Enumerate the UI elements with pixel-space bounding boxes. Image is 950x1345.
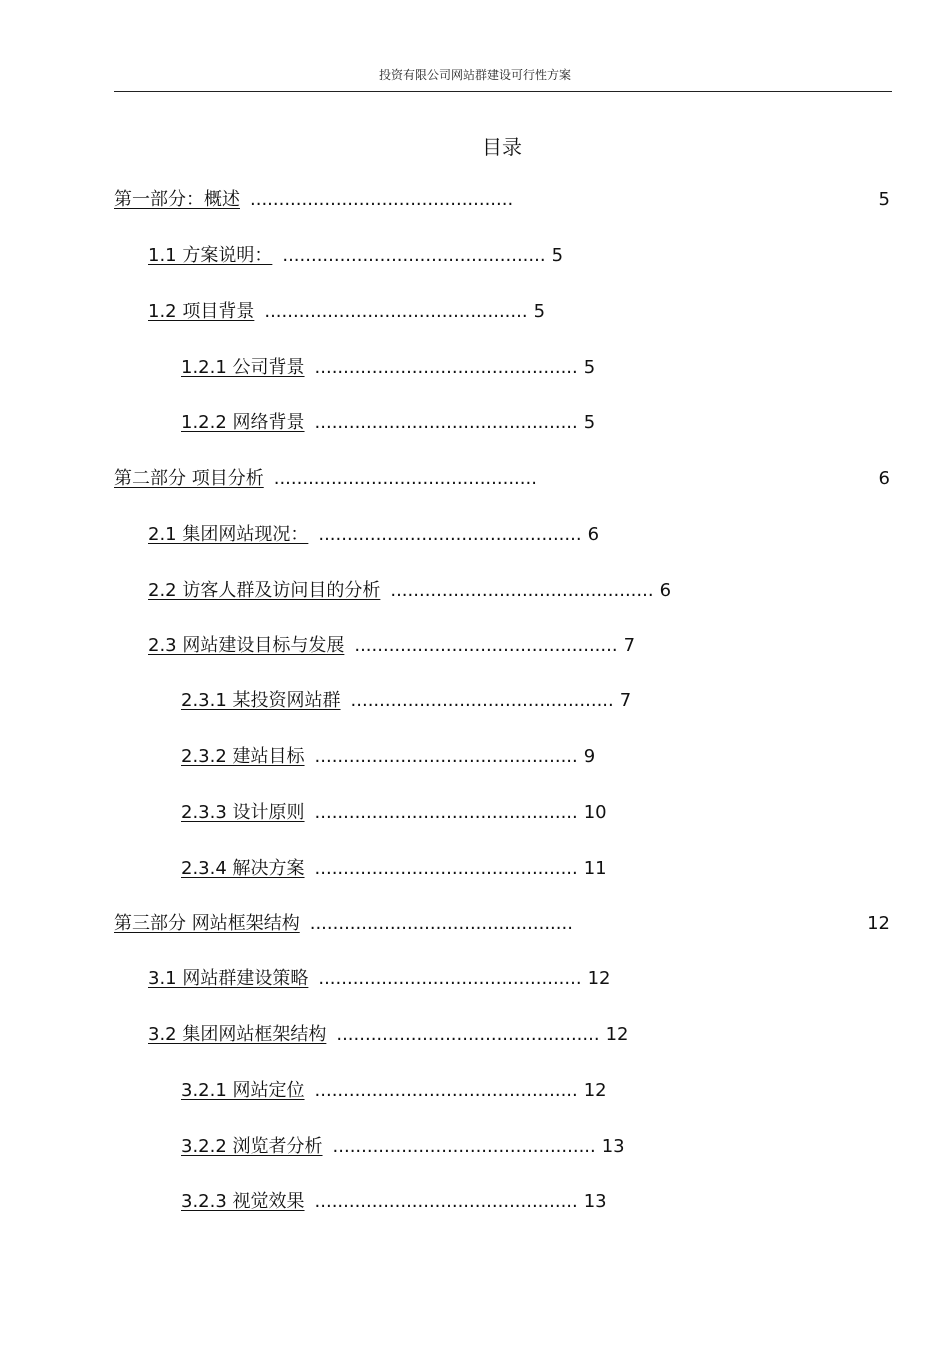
toc-leader-dots: .............................................. (332, 1136, 596, 1157)
toc-leader-dots: .............................................. (314, 746, 578, 767)
toc-entry-3-2-1[interactable] (181, 1079, 607, 1103)
toc-leader-dots: .............................................. (314, 357, 578, 378)
toc-leader-dots: .............................................. (250, 189, 514, 210)
toc-entry-label: 第二部分 项目分析 (114, 468, 264, 489)
toc-entry-3-2-3[interactable] (181, 1190, 607, 1214)
toc-entry-2-1[interactable] (148, 523, 599, 547)
toc-title: 目录 (482, 135, 522, 159)
toc-entry-part1[interactable] (114, 188, 513, 212)
toc-entry-label: 1.1 方案说明： (148, 245, 273, 266)
toc-entry-2-3-1[interactable] (181, 689, 631, 713)
toc-entry-1-2[interactable] (148, 300, 545, 324)
toc-entry-2-2[interactable] (148, 579, 671, 603)
toc-entry-page: 5 (533, 301, 546, 322)
toc-entry-page: 7 (623, 635, 636, 656)
toc-leader-dots: .............................................. (318, 524, 582, 545)
toc-leader-dots: .............................................. (314, 858, 578, 879)
toc-entry-2-3-2[interactable] (181, 745, 595, 769)
toc-entry-3-2-2[interactable] (181, 1135, 625, 1159)
toc-entry-1-2-2[interactable] (181, 411, 595, 435)
toc-entry-1-1[interactable] (148, 244, 563, 268)
toc-entry-label: 2.3.2 建站目标 (181, 746, 305, 767)
toc-entry-label: 2.3.1 某投资网站群 (181, 690, 341, 711)
toc-leader-dots: .............................................. (314, 802, 578, 823)
toc-entry-page: 5 (583, 357, 596, 378)
toc-entry-3-2[interactable] (148, 1023, 628, 1047)
toc-leader-dots: .............................................. (282, 245, 546, 266)
toc-entry-label: 3.2.2 浏览者分析 (181, 1136, 323, 1157)
toc-entry-page: 11 (583, 858, 607, 879)
page-header: 投资有限公司网站群建设可行性方案 (378, 68, 571, 82)
toc-entry-label: 1.2.2 网络背景 (181, 412, 305, 433)
toc-entry-page: 12 (605, 1024, 629, 1045)
toc-entry-3-1[interactable] (148, 967, 610, 991)
toc-entry-part3[interactable] (114, 912, 573, 936)
toc-entry-page: 6 (659, 580, 672, 601)
toc-entry-label: 第三部分 网站框架结构 (114, 913, 300, 934)
toc-entry-label: 2.3.3 设计原则 (181, 802, 305, 823)
toc-leader-dots: .............................................. (354, 635, 618, 656)
toc-entry-page: 12 (867, 913, 890, 934)
toc-entry-page: 12 (583, 1080, 607, 1101)
toc-entry-label: 1.2 项目背景 (148, 301, 255, 322)
toc-entry-page: 7 (619, 690, 632, 711)
toc-entry-page: 9 (583, 746, 596, 767)
toc-entry-label: 3.1 网站群建设策略 (148, 968, 309, 989)
toc-entry-label: 1.2.1 公司背景 (181, 357, 305, 378)
toc-entry-page: 10 (583, 802, 607, 823)
toc-entry-page: 6 (587, 524, 600, 545)
toc-entry-label: 2.2 访客人群及访问目的分析 (148, 580, 381, 601)
toc-entry-page: 13 (583, 1191, 607, 1212)
toc-entry-label: 3.2.3 视觉效果 (181, 1191, 305, 1212)
toc-entry-page: 5 (583, 412, 596, 433)
toc-entry-page: 6 (878, 468, 890, 489)
toc-entry-2-3-4[interactable] (181, 857, 607, 881)
toc-leader-dots: .............................................. (273, 468, 537, 489)
toc-leader-dots: .............................................. (350, 690, 614, 711)
toc-entry-label: 2.3 网站建设目标与发展 (148, 635, 345, 656)
toc-entry-1-2-1[interactable] (181, 356, 595, 380)
toc-entry-label: 3.2.1 网站定位 (181, 1080, 305, 1101)
toc-entry-part2[interactable] (114, 467, 537, 491)
toc-entry-label: 3.2 集团网站框架结构 (148, 1024, 327, 1045)
toc-entry-page: 5 (551, 245, 564, 266)
toc-entry-2-3[interactable] (148, 634, 635, 658)
toc-entry-page: 5 (878, 189, 890, 210)
toc-leader-dots: .............................................. (318, 968, 582, 989)
toc-entry-2-3-3[interactable] (181, 801, 607, 825)
toc-entry-label: 2.1 集团网站现况： (148, 524, 309, 545)
toc-leader-dots: .............................................. (336, 1024, 600, 1045)
toc-entry-page: 13 (601, 1136, 625, 1157)
toc-entry-label: 2.3.4 解决方案 (181, 858, 305, 879)
toc-leader-dots: .............................................. (314, 1191, 578, 1212)
toc-leader-dots: .............................................. (314, 1080, 578, 1101)
toc-entry-label: 第一部分：概述 (114, 189, 240, 210)
toc-leader-dots: .............................................. (390, 580, 654, 601)
toc-leader-dots: .............................................. (309, 913, 573, 934)
header-divider (114, 91, 892, 92)
toc-leader-dots: .............................................. (264, 301, 528, 322)
toc-leader-dots: .............................................. (314, 412, 578, 433)
toc-entry-page: 12 (587, 968, 611, 989)
